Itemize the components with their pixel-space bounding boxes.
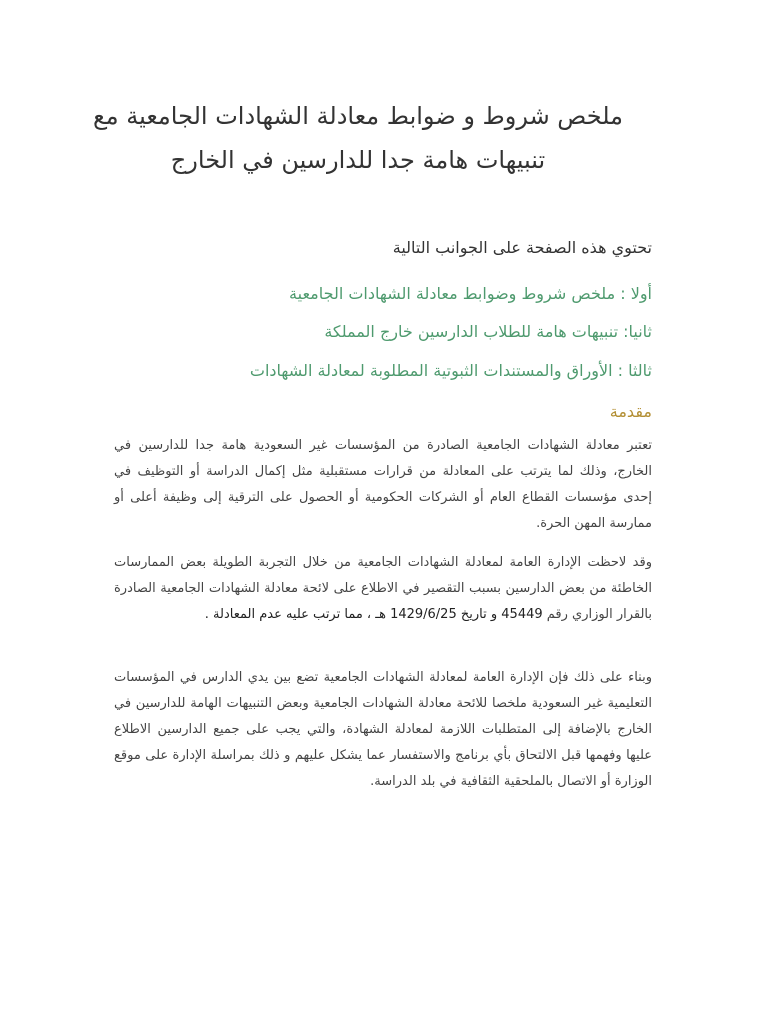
toc-link-notices[interactable]: ثانيا: تنبيهات هامة للطلاب الدارسين خارج المملكة	[324, 322, 652, 341]
decree-reference: 45449 و تاريخ 1429/6/25 هـ ، مما ترتب عليه عدم المعادلة .	[204, 607, 543, 622]
title-line-2: تنبيهات هامة جدا للدارسين في الخارج	[170, 146, 546, 174]
intro-paragraph-3: وبناء على ذلك فإن الإدارة العامة لمعادلة الشهادات الجامعية تضع بين يدي الدارس في المؤسسات التعليمية غير السعودية ملخصا للائحة معادلة الشهادات الجامعية وبعض التنبيهات الهامة للدارسين في الخارج بالإضافة إلى المتطلبات اللازمة لمعادلة الشهادة، والتي يجب على جميع الدارسين الاطلاع عليها وفهمها قبل الالتحاق بأي برنامج والاستفسار عما يشكل عليهم و ذلك بمراسلة الإدارة على موقع الوزارة أو الاتصال بالملحقية الثقافية في بلد الدراسة.	[114, 670, 652, 789]
paragraph-2-text: وقد لاحظت الإدارة العامة لمعادلة الشهادات الجامعية من خلال التجربة الطويلة بعض الممارسات الخاطئة من بعض الدارسين بسبب التقصير في الاطلاع على لائحة معادلة الشهادات الجامعية الصادرة بالقرار الوزاري رقم	[114, 555, 652, 622]
page-title	[60, 94, 656, 182]
intro-heading: مقدمة	[609, 402, 652, 421]
title-line-1: ملخص شروط و ضوابط معادلة الشهادات الجامعية مع	[92, 102, 623, 130]
toc-link-summary[interactable]: أولا : ملخص شروط وضوابط معادلة الشهادات الجامعية	[289, 284, 652, 303]
toc-link-documents[interactable]: ثالثا : الأوراق والمستندات الثبوتية المطلوبة لمعادلة الشهادات	[249, 361, 652, 380]
intro-paragraph-1: تعتبر معادلة الشهادات الجامعية الصادرة من المؤسسات غير السعودية هامة جدا للدارسين في الخارج، وذلك لما يترتب على المعادلة من قرارات مستقبلية مثل إكمال الدراسة أو التوظيف في إحدى مؤسسات القطاع العام أو الشركات الحكومية أو الحصول على الترقية إلى وظيفة أعلى أو ممارسة المهن الحرة.	[114, 438, 652, 531]
toc-heading: تحتوي هذه الصفحة على الجوانب التالية	[392, 238, 652, 257]
intro-paragraph-2	[114, 550, 652, 628]
